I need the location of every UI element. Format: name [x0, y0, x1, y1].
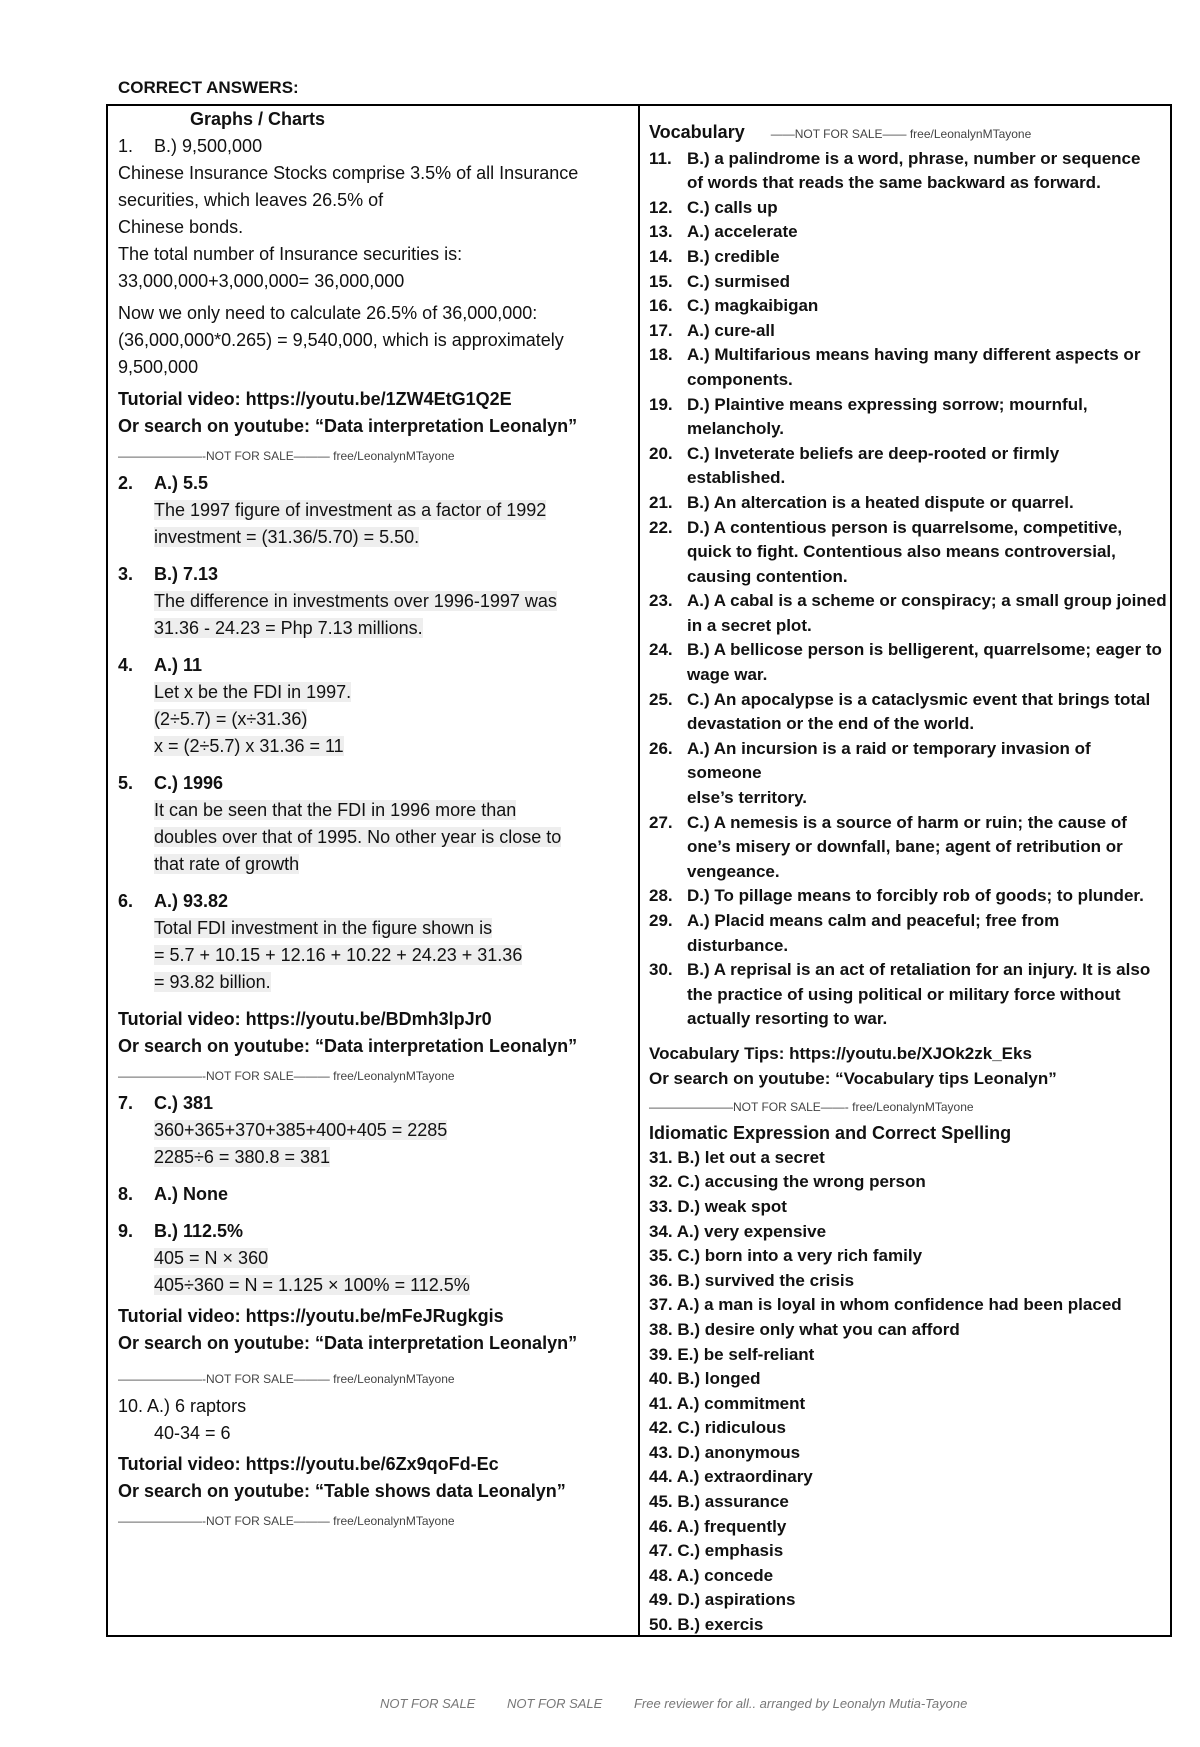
- vocab-answer-text: in a secret plot.: [687, 615, 812, 635]
- tutorial-video-link-2[interactable]: Tutorial video: https://youtu.be/BDmh3lpJr0: [118, 1009, 492, 1029]
- vocab-answer-number: 18.: [649, 345, 673, 365]
- vocabulary-tips-link[interactable]: Vocabulary Tips: https://youtu.be/XJOk2zk_Eks: [649, 1043, 1032, 1063]
- vocab-answer-text: the practice of using political or military force without: [687, 984, 1121, 1004]
- vocab-answer-text: one’s misery or downfall, bane; agent of retribution or: [687, 837, 1123, 857]
- vocab-answer-number: 16.: [649, 296, 673, 316]
- q10-answer: 10. A.) 6 raptors: [118, 1396, 247, 1416]
- vocab-answer-number: 15.: [649, 271, 673, 291]
- vocab-answer-number: [649, 835, 687, 860]
- vocab-answer-line: [649, 1007, 1167, 1032]
- vocab-answer-line: [649, 171, 1167, 196]
- not-for-sale-note: ———————-NOT FOR SALE——— free/LeonalynMTayone: [118, 449, 455, 463]
- vocab-answer-text: A.) cure-all: [687, 320, 775, 340]
- q8-answer: 8. A.) None: [118, 1184, 228, 1204]
- vocab-answer-number: [649, 417, 687, 442]
- vocab-answer-number: 22.: [649, 517, 673, 537]
- vocab-answer-text: C.) magkaibigan: [687, 296, 819, 316]
- vocab-answer-line: [649, 466, 1167, 491]
- vocab-answer-text: devastation or the end of the world.: [687, 714, 975, 734]
- vocab-answer-number: [649, 712, 687, 737]
- page-footer: [380, 1696, 995, 1711]
- vocab-answer-number: [649, 1007, 687, 1032]
- vocab-answer-line: [649, 737, 1167, 786]
- vocab-answer-text: of words that reads the same backward as forward.: [687, 173, 1101, 193]
- vocab-answer-line: [649, 417, 1167, 442]
- column-divider: [638, 104, 640, 1637]
- vocab-answer-text: A.) A cabal is a scheme or conspiracy; a small group joined: [687, 591, 1167, 611]
- vocab-answer-number: 11.: [649, 148, 672, 168]
- vocab-answer-line: [649, 860, 1167, 885]
- idiom-answer-line: 33. D.) weak spot: [649, 1196, 787, 1216]
- vocab-answer-line: [649, 220, 1167, 245]
- idiom-answer-line: 47. C.) emphasis: [649, 1541, 784, 1561]
- vocab-answer-text: A.) Placid means calm and peaceful; free from: [687, 911, 1060, 930]
- vocab-answer-line: [649, 565, 1167, 590]
- idiom-answer-line: 48. A.) concede: [649, 1565, 774, 1585]
- idiom-answer-line: 42. C.) ridiculous: [649, 1418, 786, 1438]
- idiom-answer-line: 46. A.) frequently: [649, 1516, 787, 1536]
- vocab-answer-line: [649, 884, 1167, 909]
- vocab-answer-line: [649, 835, 1167, 860]
- vocab-answer-line: [649, 934, 1167, 959]
- vocab-answer-line: [649, 638, 1167, 663]
- vocab-answer-text: C.) An apocalypse is a cataclysmic event that brings total: [687, 689, 1151, 709]
- vocab-answer-text: melancholy.: [687, 419, 784, 439]
- vocab-answer-line: [649, 811, 1167, 836]
- idiom-answer-line: 36. B.) survived the crisis: [649, 1270, 855, 1290]
- idiom-answer-line: 40. B.) longed: [649, 1369, 761, 1389]
- vocab-answer-text: components.: [687, 369, 793, 389]
- vocab-answer-line: [649, 442, 1167, 467]
- q4-explanation: Let x be the FDI in 1997. (2÷5.7) = (x÷31.36) x = (2÷5.7) x 31.36 = 11: [154, 682, 352, 756]
- vocab-answer-line: [649, 688, 1167, 713]
- vocab-answer-number: 25.: [649, 689, 673, 709]
- vocab-answer-number: 17.: [649, 320, 673, 340]
- vocab-answer-line: [649, 319, 1167, 344]
- vocab-answer-line: [649, 270, 1167, 295]
- idiom-answer-line: 50. B.) exercis: [649, 1615, 764, 1635]
- vocab-answer-number: 23.: [649, 591, 673, 611]
- vocab-answer-text: B.) An altercation is a heated dispute or quarrel.: [687, 492, 1074, 512]
- q9-answer: 9. B.) 112.5%: [118, 1221, 244, 1241]
- idiom-answer-line: 44. A.) extraordinary: [649, 1467, 813, 1487]
- vocab-answer-text: D.) To pillage means to forcibly rob of goods; to plunder.: [687, 886, 1144, 906]
- q7-answer: 7. C.) 381: [118, 1093, 214, 1113]
- vocab-answer-number: [649, 614, 687, 639]
- vocab-answer-text: D.) A contentious person is quarrelsome, competitive,: [687, 517, 1123, 537]
- vocab-answer-text: A.) An incursion is a raid or temporary invasion of someone: [687, 738, 1091, 783]
- page-title: CORRECT ANSWERS:: [118, 78, 299, 97]
- vocab-answer-number: [649, 565, 687, 590]
- q2-explanation: The 1997 figure of investment as a factor of 1992 investment = (31.36/5.70) = 5.50.: [154, 500, 547, 547]
- q1-explanation: Chinese Insurance Stocks comprise 3.5% of all Insurance securities, which leaves 26.5% of Chinese bonds. The total number of Insurance securities is: 33,000,000+3,000,000= 36,000,000: [118, 163, 579, 291]
- vocab-answer-line: [649, 958, 1167, 983]
- vocab-answer-line: [649, 983, 1167, 1008]
- q3-explanation: The difference in investments over 1996-1997 was 31.36 - 24.23 = Php 7.13 millions.: [154, 591, 557, 638]
- vocab-answer-text: causing contention.: [687, 566, 848, 586]
- vocab-answer-line: [649, 368, 1167, 393]
- vocab-answer-text: actually resorting to war.: [687, 1009, 888, 1029]
- idiom-answer-line: 37. A.) a man is loyal in whom confidence had been placed: [649, 1295, 1122, 1315]
- q7-explanation: 360+365+370+385+400+405 = 2285 2285÷6 = 380.8 = 381: [154, 1120, 448, 1167]
- idiom-answer-line: 49. D.) aspirations: [649, 1590, 796, 1610]
- tutorial-video-link-1[interactable]: Tutorial video: https://youtu.be/1ZW4EtG1Q2E: [118, 389, 512, 409]
- vocab-answer-number: 30.: [649, 960, 673, 980]
- vocab-answer-number: 13.: [649, 222, 673, 242]
- vocab-answer-number: 28.: [649, 886, 673, 906]
- vocab-answer-line: [649, 147, 1167, 172]
- vocabulary-heading: Vocabulary ——NOT FOR SALE—— free/LeonalynMTayone: [649, 122, 1032, 142]
- q6-answer: 6. A.) 93.82: [118, 891, 229, 911]
- vocab-answer-line: [649, 663, 1167, 688]
- vocab-answer-number: 14.: [649, 246, 673, 266]
- vocab-answer-number: 21.: [649, 492, 673, 512]
- idiom-answer-line: 39. E.) be self-reliant: [649, 1344, 815, 1364]
- vocab-answer-number: [649, 786, 687, 811]
- vocabulary-answer-list: [649, 147, 1167, 1032]
- tutorial-search-4: Or search on youtube: “Table shows data Leonalyn”: [118, 1481, 566, 1501]
- vocab-answer-text: C.) A nemesis is a source of harm or ruin; the cause of: [687, 812, 1127, 832]
- idiom-spelling-heading: Idiomatic Expression and Correct Spelling: [649, 1123, 1012, 1144]
- vocabulary-column: [649, 106, 1167, 1638]
- vocab-answer-text: vengeance.: [687, 861, 780, 881]
- vocab-answer-text: B.) credible: [687, 246, 780, 266]
- vocab-answer-line: [649, 393, 1167, 418]
- vocab-answer-line: [649, 343, 1167, 368]
- vocab-answer-number: 24.: [649, 640, 673, 660]
- vocab-answer-text: C.) surmised: [687, 271, 790, 291]
- vocab-answer-text: B.) A bellicose person is belligerent, quarrelsome; eager to: [687, 640, 1162, 660]
- vocab-answer-line: [649, 294, 1167, 319]
- vocab-answer-line: [649, 589, 1167, 614]
- vocab-answer-number: [649, 663, 687, 688]
- vocab-answer-number: 12.: [649, 197, 673, 217]
- vocab-answer-line: [649, 516, 1167, 541]
- q5-explanation: It can be seen that the FDI in 1996 more than doubles over that of 1995. No other year is close to that rate of growth: [154, 800, 562, 874]
- vocab-answer-line: [649, 786, 1167, 811]
- vocab-answer-text: A.) accelerate: [687, 222, 798, 242]
- q2-answer: 2. A.) 5.5: [118, 473, 209, 493]
- vocab-answer-text: D.) Plaintive means expressing sorrow; mournful,: [687, 394, 1088, 414]
- vocab-answer-number: [649, 368, 687, 393]
- vocab-answer-number: 27.: [649, 812, 673, 832]
- vocab-answer-line: [649, 196, 1167, 221]
- vocab-answer-line: [649, 491, 1167, 516]
- vocab-answer-text: B.) A reprisal is an act of retaliation for an injury. It is also: [687, 960, 1151, 980]
- vocab-answer-number: [649, 983, 687, 1008]
- vocab-answer-text: C.) Inveterate beliefs are deep-rooted or firmly: [687, 443, 1060, 463]
- footer-not-for-sale-2: NOT FOR SALE: [506, 1696, 603, 1711]
- tutorial-video-link-3[interactable]: Tutorial video: https://youtu.be/mFeJRugkgis: [118, 1306, 504, 1326]
- vocab-answer-number: [649, 540, 687, 565]
- not-for-sale-note: ———————-NOT FOR SALE——— free/LeonalynMTayone: [118, 1069, 455, 1083]
- vocab-answer-number: 26.: [649, 738, 673, 758]
- footer-not-for-sale-1: NOT FOR SALE: [380, 1696, 476, 1711]
- vocab-answer-line: [649, 614, 1167, 639]
- vocabulary-tips-search: Or search on youtube: “Vocabulary tips Leonalyn”: [649, 1068, 1057, 1088]
- q5-answer: 5. C.) 1996: [118, 773, 224, 793]
- q3-answer: 3. B.) 7.13: [118, 564, 219, 584]
- idiom-answer-line: 43. D.) anonymous: [649, 1442, 801, 1462]
- idiom-answer-line: 38. B.) desire only what you can afford: [649, 1319, 960, 1339]
- vocab-answer-number: 20.: [649, 443, 673, 463]
- vocab-answer-text: else’s territory.: [687, 788, 808, 808]
- vocab-answer-line: [649, 712, 1167, 737]
- idiom-answer-line: 45. B.) assurance: [649, 1492, 789, 1512]
- tutorial-search-1: Or search on youtube: “Data interpretation Leonalyn”: [118, 416, 578, 436]
- footer-credit: Free reviewer for all.. arranged by Leonalyn Mutia-Tayone: [633, 1696, 968, 1711]
- not-for-sale-note: ———————NOT FOR SALE——- free/LeonalynMTayone: [649, 1100, 974, 1115]
- tutorial-search-3: Or search on youtube: “Data interpretation Leonalyn”: [118, 1333, 578, 1353]
- vocab-answer-text: B.) a palindrome is a word, phrase, number or sequence: [687, 148, 1141, 168]
- q4-answer: 4. A.) 11: [118, 655, 203, 675]
- idiom-answer-line: 31. B.) let out a secret: [649, 1147, 825, 1167]
- tutorial-video-link-4[interactable]: Tutorial video: https://youtu.be/6Zx9qoFd-Ec: [118, 1454, 499, 1474]
- vocab-answer-text: quick to fight. Contentious also means controversial,: [687, 542, 1116, 562]
- tutorial-search-2: Or search on youtube: “Data interpretation Leonalyn”: [118, 1036, 578, 1056]
- vocab-answer-number: [649, 860, 687, 885]
- idiom-answer-line: 34. A.) very expensive: [649, 1221, 827, 1241]
- vocab-answer-line: [649, 909, 1167, 934]
- vocab-answer-text: established.: [687, 468, 786, 488]
- vocab-answer-line: [649, 245, 1167, 270]
- not-for-sale-note: ———————-NOT FOR SALE——— free/LeonalynMTayone: [118, 1514, 455, 1528]
- q9-explanation: 405 = N × 360 405÷360 = N = 1.125 × 100% = 112.5%: [154, 1248, 470, 1295]
- vocab-answer-text: wage war.: [687, 665, 768, 685]
- vocab-answer-text: A.) Multifarious means having many different aspects or: [687, 345, 1141, 365]
- idiom-answer-list: [649, 1146, 1167, 1638]
- vocab-answer-text: disturbance.: [687, 935, 789, 955]
- vocab-answer-line: [649, 540, 1167, 565]
- idiom-answer-line: 35. C.) born into a very rich family: [649, 1246, 923, 1266]
- q10-calculation: 40-34 = 6: [154, 1423, 231, 1443]
- vocab-answer-number: [649, 466, 687, 491]
- graphs-charts-heading: Graphs / Charts: [190, 109, 326, 129]
- vocab-answer-number: [649, 171, 687, 196]
- graphs-charts-column: [118, 106, 630, 1535]
- q6-explanation: Total FDI investment in the figure shown is = 5.7 + 10.15 + 12.16 + 10.22 + 24.23 + 31.36 = 93.82 billion.: [154, 918, 523, 992]
- idiom-answer-line: 41. A.) commitment: [649, 1393, 806, 1413]
- vocabulary-not-for-sale: ——NOT FOR SALE—— free/LeonalynMTayone: [770, 127, 1032, 141]
- vocab-answer-number: 19.: [649, 394, 673, 414]
- vocab-answer-text: C.) calls up: [687, 197, 778, 217]
- vocab-answer-number: 29.: [649, 911, 673, 930]
- idiom-answer-line: 32. C.) accusing the wrong person: [649, 1172, 926, 1192]
- vocab-answer-number: [649, 934, 687, 959]
- q1-calculation: Now we only need to calculate 26.5% of 36,000,000: (36,000,000*0.265) = 9,540,000, which is approximately 9,500,000: [118, 303, 564, 377]
- not-for-sale-note: ———————-NOT FOR SALE——— free/LeonalynMTayone: [118, 1372, 455, 1386]
- q1-answer: 1. B.) 9,500,000: [118, 136, 263, 156]
